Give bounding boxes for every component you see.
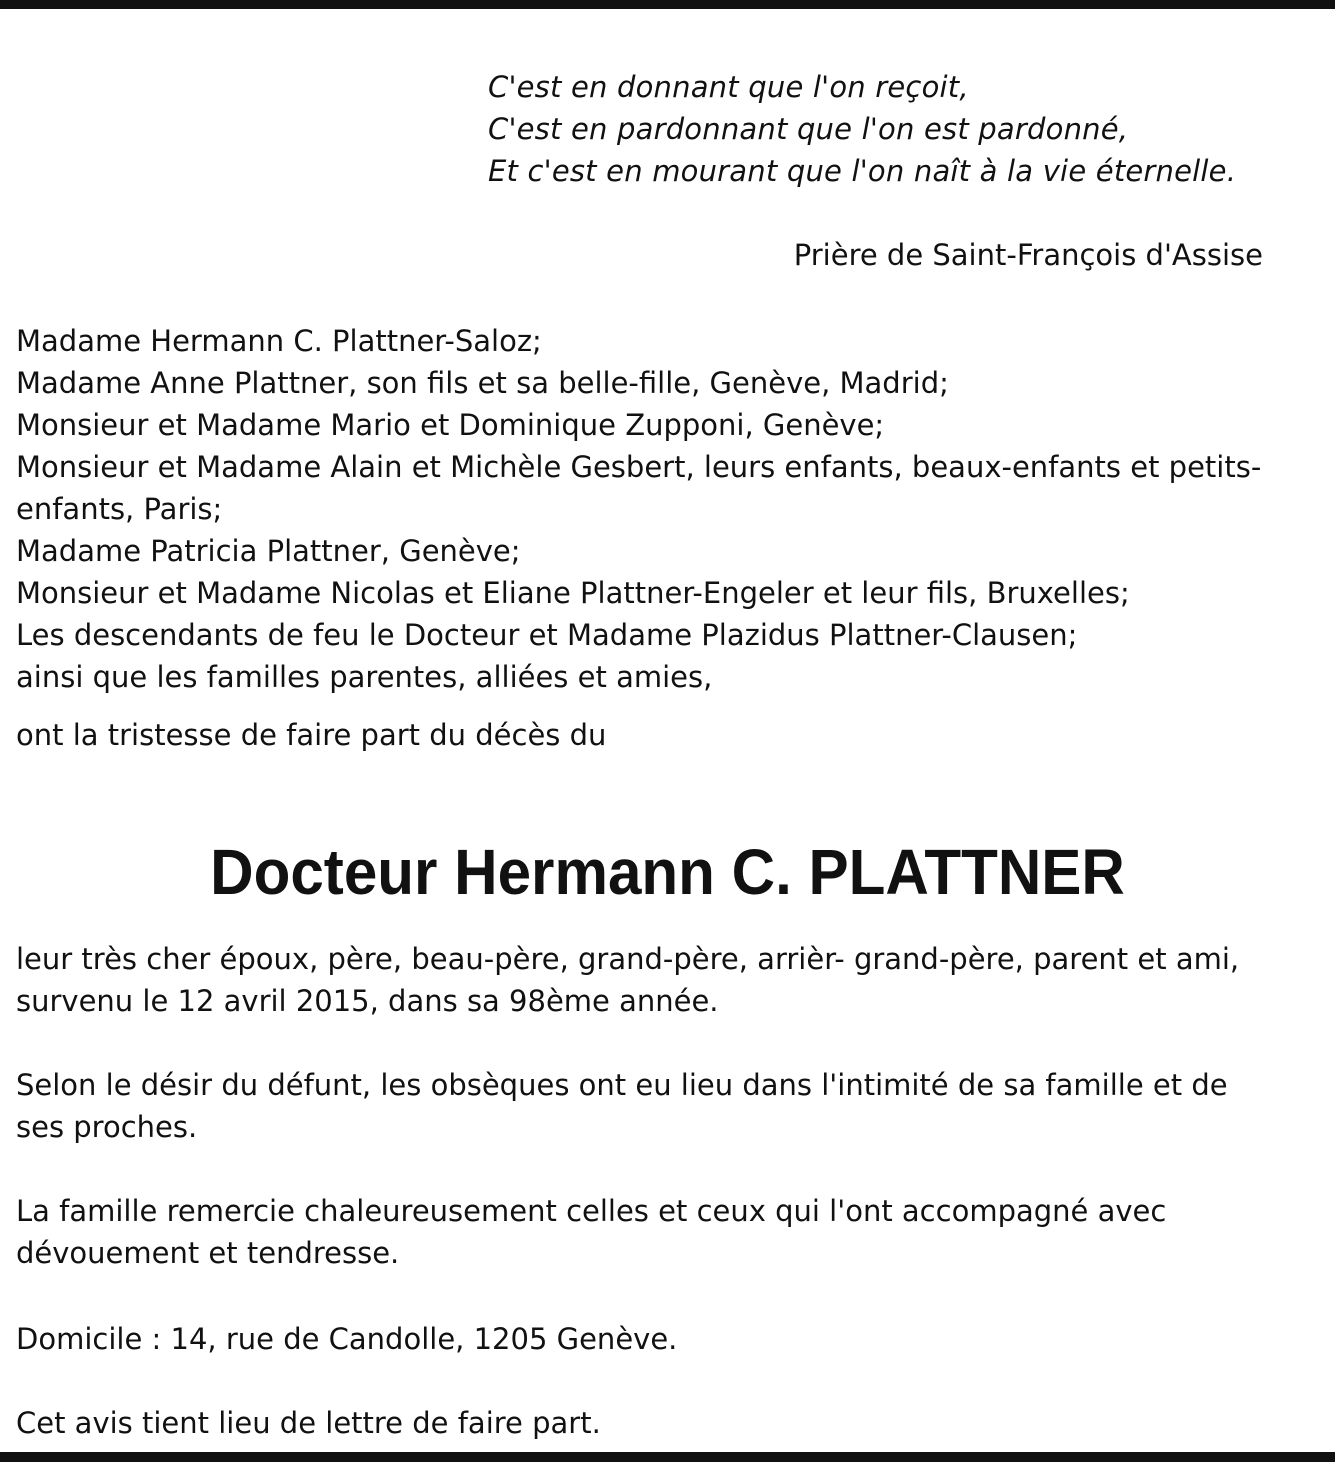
paragraph-line: Cet avis tient lieu de lettre de faire part. [16,1406,601,1440]
top-border-rule [0,0,1335,9]
paragraph-line: dévouement et tendresse. [16,1236,400,1270]
funeral-paragraph [16,1064,1335,1148]
paragraph-line: Selon le désir du défunt, les obsèques ont eu lieu dans l'intimité de sa famille et de [16,1068,1228,1102]
family-line: Madame Patricia Plattner, Genève; [16,534,521,568]
paragraph-line: survenu le 12 avril 2015, dans sa 98ème année. [16,984,719,1018]
quote-line: C'est en pardonnant que l'on est pardonné, [488,112,1129,146]
paragraph-line: leur très cher époux, père, beau-père, grand-père, arrièr- grand-père, parent et ami, [16,942,1240,976]
paragraph-line: Domicile : 14, rue de Candolle, 1205 Genève. [16,1322,678,1356]
family-line: Monsieur et Madame Mario et Dominique Zupponi, Genève; [16,408,885,442]
quote-line: C'est en donnant que l'on reçoit, [488,70,969,104]
prayer-quote [488,66,1236,192]
paragraph-line: ses proches. [16,1110,198,1144]
address-paragraph [16,1318,1335,1360]
thanks-paragraph [16,1190,1335,1274]
relationship-paragraph [16,938,1335,1022]
quote-attribution: Prière de Saint-François d'Assise [793,238,1263,272]
family-line: Monsieur et Madame Alain et Michèle Gesbert, leurs enfants, beaux-enfants et petits- [16,450,1262,484]
family-line: Monsieur et Madame Nicolas et Eliane Plattner-Engeler et leur fils, Bruxelles; [16,576,1130,610]
notice-paragraph [16,1402,1335,1444]
announcement-text: ont la tristesse de faire part du décès du [16,718,607,752]
quote-line: Et c'est en mourant que l'on naît à la vie éternelle. [488,154,1237,188]
paragraph-line: La famille remercie chaleureusement celles et ceux qui l'ont accompagné avec [16,1194,1167,1228]
family-line: enfants, Paris; [16,492,223,526]
family-line: ainsi que les familles parentes, alliées et amies, [16,660,713,694]
family-line: Madame Hermann C. Plattner-Saloz; [16,324,542,358]
family-line: Madame Anne Plattner, son fils et sa belle-fille, Genève, Madrid; [16,366,949,400]
family-line: Les descendants de feu le Docteur et Madame Plazidus Plattner-Clausen; [16,618,1078,652]
family-list [16,320,1335,698]
bottom-border-rule [0,1452,1335,1462]
deceased-name: Docteur Hermann C. PLATTNER [210,836,1125,908]
